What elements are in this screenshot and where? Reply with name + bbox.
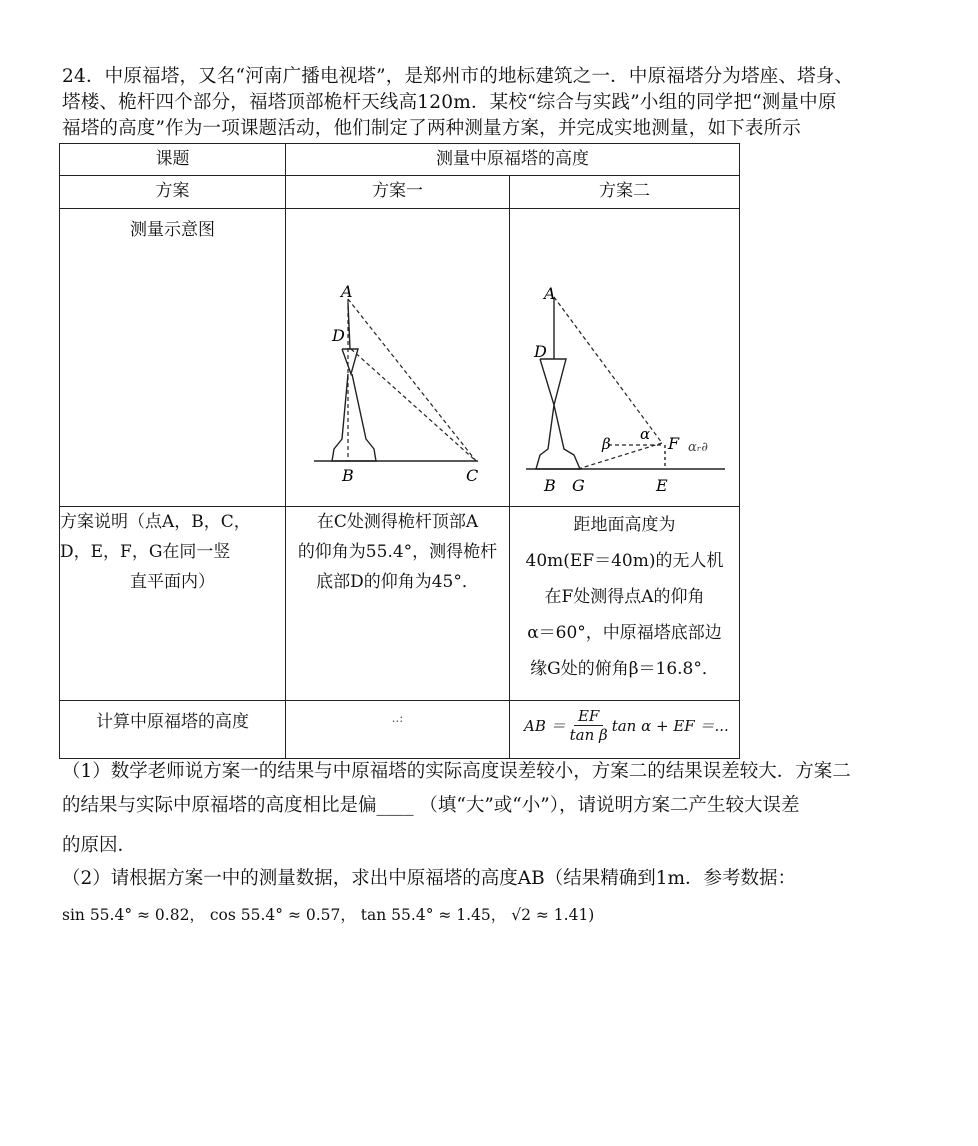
scribble-mark: ɑᵣ∂	[688, 440, 709, 455]
tower-outline	[540, 359, 566, 405]
plan2-diagram-cell	[510, 209, 740, 507]
plan2-diagram	[510, 209, 738, 501]
topic-value-cell	[286, 144, 740, 176]
question-1	[62, 759, 942, 859]
plan-label: 方案	[155, 181, 190, 201]
sightline-fg	[578, 443, 662, 469]
calc-fraction	[570, 707, 608, 744]
plan2-calc-formula	[510, 701, 739, 744]
plan2-desc-2: 40m(EF＝40m)的无人机	[525, 551, 724, 571]
q1-line-1: （1）数学老师说方案一的结果与中原福塔的实际高度误差较小，方案二的结果误差较大．方案二	[62, 761, 851, 782]
plan1-desc-3: 底部D的仰角为45°．	[316, 572, 479, 592]
plan2-desc-4: α＝60°，中原福塔底部边	[527, 623, 722, 643]
plan1-calc: ..:	[391, 711, 404, 725]
plan1-header: 方案一	[372, 181, 423, 201]
label-d: D	[332, 326, 345, 345]
diagram-label: 测量示意图	[130, 220, 215, 240]
plan1-diagram	[286, 209, 508, 501]
tower-body	[536, 405, 580, 469]
intro-line-1: 24．中原福塔，又名“河南广播电视塔”，是郑州市的地标建筑之一．中原福塔分为塔座、塔身、	[62, 66, 854, 87]
plan1-desc-2: 的仰角为55.4°，测得桅杆	[297, 542, 498, 562]
q1-line-2: 的结果与实际中原福塔的高度相比是偏____ （填“大”或“小”），请说明方案二产生较大误差	[62, 795, 800, 816]
tower-body	[332, 374, 376, 461]
label-b: B	[342, 466, 354, 485]
desc-label-1: 方案说明（点A，B，C，	[60, 512, 251, 532]
label-d: D	[534, 342, 547, 361]
plan1-calc-cell	[286, 701, 510, 759]
desc-label-cell	[60, 507, 286, 701]
plan2-header-cell	[510, 176, 740, 209]
topic-label-cell	[60, 144, 286, 176]
desc-label-3: 直平面内）	[130, 572, 215, 592]
plan1-diagram-cell	[286, 209, 510, 507]
plan2-desc-1: 距地面高度为	[573, 515, 676, 535]
intro-line-3: 福塔的高度”作为一项课题活动，他们制定了两种测量方案，并完成实地测量，如下表所示	[62, 118, 801, 139]
tower-outline	[342, 349, 358, 374]
label-alpha: α	[640, 425, 651, 443]
sightline-fa	[554, 297, 662, 443]
desc-label-2: D，E，F，G在同一竖	[60, 542, 231, 562]
plan2-header: 方案二	[599, 181, 650, 201]
calc-label: 计算中原福塔的高度	[96, 712, 249, 732]
topic-value: 测量中原福塔的高度	[436, 149, 589, 169]
plan1-desc-1: 在C处测得桅杆顶部A	[316, 512, 479, 532]
sightline-a	[348, 299, 476, 461]
label-c: C	[466, 466, 479, 485]
measurement-table	[59, 143, 740, 759]
plan1-header-cell	[286, 176, 510, 209]
label-e: E	[656, 476, 668, 495]
q2-line-1: （2）请根据方案一中的测量数据，求出中原福塔的高度AB（结果精确到1m．参考数据：	[62, 868, 797, 889]
q2-line-2: sin 55.4° ≈ 0.82， cos 55.4° ≈ 0.57， tan 55.4° ≈ 1.45， √2 ≈ 1.41)	[62, 906, 595, 924]
calc-lhs: AB ＝	[524, 717, 566, 735]
plan-label-cell	[60, 176, 286, 209]
plan2-desc-5: 缘G处的俯角β＝16.8°．	[530, 659, 719, 679]
label-a: A	[341, 282, 353, 301]
calc-rhs: tan α + EF ＝...	[611, 717, 729, 735]
calc-label-cell	[60, 701, 286, 759]
diagram-label-cell	[60, 209, 286, 507]
plan2-calc-cell	[510, 701, 740, 759]
question-2	[62, 866, 942, 928]
label-f: F	[668, 434, 680, 453]
label-beta: β	[602, 435, 611, 453]
calc-numerator: EF	[574, 707, 603, 726]
intro-line-2: 塔楼、桅杆四个部分，福塔顶部桅杆天线高120m．某校“综合与实践”小组的同学把“测量中原	[62, 92, 837, 113]
label-g: G	[572, 476, 585, 495]
topic-label: 课题	[155, 149, 190, 169]
label-b: B	[544, 476, 556, 495]
plan2-desc-cell	[510, 507, 740, 701]
problem-intro	[62, 64, 942, 142]
calc-denominator: tan β	[569, 726, 608, 744]
plan2-desc-3: 在F处测得点A的仰角	[544, 587, 705, 607]
label-a: A	[544, 284, 556, 303]
plan1-desc-cell	[286, 507, 510, 701]
q1-line-3: 的原因．	[62, 835, 137, 856]
